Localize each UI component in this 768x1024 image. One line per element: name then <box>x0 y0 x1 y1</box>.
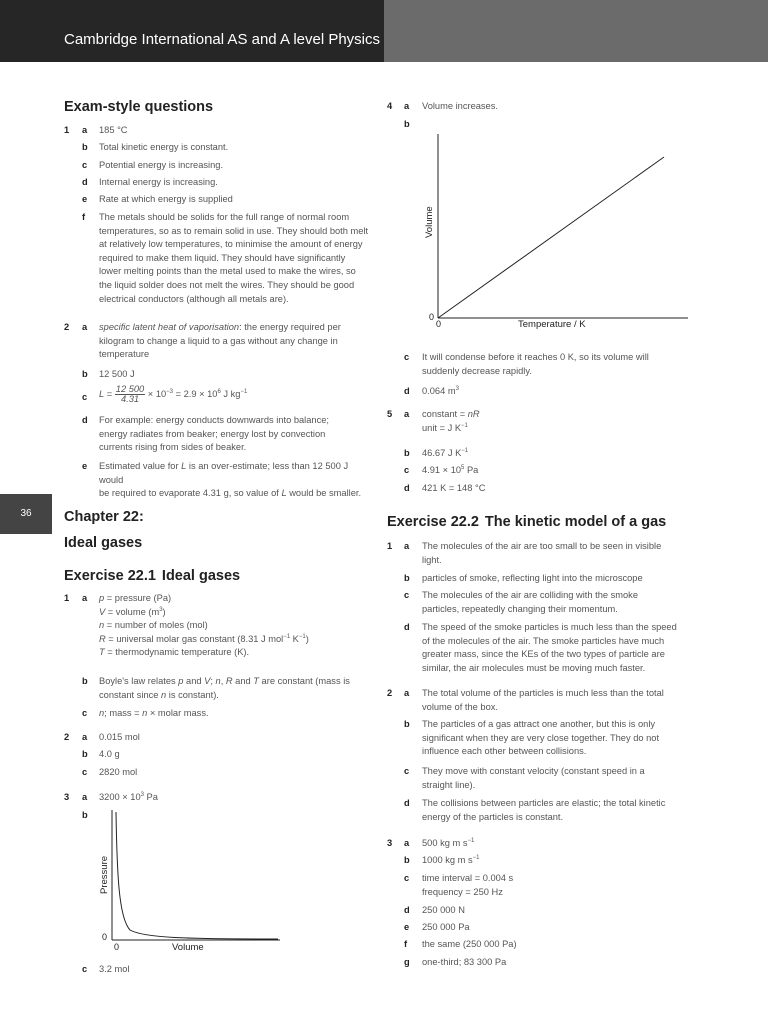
k2-b <box>422 718 697 759</box>
exercise-number: Exercise 22.2 <box>387 514 479 530</box>
e3-label-b: b <box>82 810 88 820</box>
origin-y-label: 0 <box>101 932 107 942</box>
q2-a-line: temperature <box>99 349 150 360</box>
var: n <box>99 620 105 631</box>
k2-a-line: volume of the box. <box>422 701 498 712</box>
volume-line <box>438 157 664 318</box>
e1-label-a: a <box>82 593 88 603</box>
e2-c: 2820 mol <box>99 767 138 777</box>
k3-label-e: e <box>404 922 410 932</box>
e3-c: 3.2 mol <box>99 964 130 974</box>
k3-label-g: g <box>404 957 410 967</box>
k3-g: one-third; 83 300 Pa <box>422 957 507 967</box>
var: T <box>99 647 105 658</box>
t: and <box>183 676 205 686</box>
k3-e: 250 000 Pa <box>422 922 470 932</box>
volume-temperature-graph <box>418 130 693 336</box>
q2-c-fraction <box>115 385 145 404</box>
exp: −1 <box>461 422 468 429</box>
q1-label-b: b <box>82 142 88 152</box>
e1-number: 1 <box>64 593 70 603</box>
q2-a <box>99 321 369 362</box>
origin-x-label: 0 <box>436 319 442 329</box>
k3-c-line: time interval = 0.004 s <box>422 873 514 883</box>
q2-c-numerator: 12 500 <box>115 384 145 394</box>
q4-a: Volume increases. <box>422 101 498 111</box>
e1-a-line <box>99 592 369 606</box>
q2-label-e: e <box>82 461 88 471</box>
e1-label-b: b <box>82 676 88 686</box>
k2-label-d: d <box>404 798 410 808</box>
exercise-number: Exercise 22.1 <box>64 568 156 584</box>
e2-label-a: a <box>82 732 88 742</box>
q2-c-eq: = <box>104 388 115 399</box>
q4-c-line: suddenly decrease rapidly. <box>422 365 532 376</box>
q1-e: Rate at which energy is supplied <box>99 194 233 204</box>
k1-c-line: particles, repeatedly changing their momentum. <box>422 603 618 614</box>
t: ; mass = <box>104 708 143 718</box>
exp: −1 <box>283 633 291 640</box>
q1-label-f: f <box>82 212 86 222</box>
e1-a-line <box>99 646 369 660</box>
q2-d <box>99 414 369 455</box>
q2-c-unit: J kg <box>220 388 241 399</box>
k2-c <box>422 765 697 792</box>
q2-c-exp3: −1 <box>240 388 248 395</box>
var: V <box>99 606 106 617</box>
e2-label-c: c <box>82 767 88 777</box>
x-axis-label: Temperature / K <box>518 319 586 330</box>
q5-label-c: c <box>404 465 410 475</box>
k3-label-f: f <box>404 939 408 949</box>
k2-label-c: c <box>404 766 410 776</box>
q1-f-line: electrical conductors (although all metals are). <box>99 293 289 304</box>
q2-number: 2 <box>64 322 70 332</box>
q1-f-line: required to make them liquid. They should have significantly <box>99 252 346 263</box>
q1-f-line: temperatures, so as to remain solid in use. They should both melt <box>99 225 369 236</box>
q5-b <box>422 447 468 461</box>
k3-c <box>422 872 513 899</box>
q2-e-line <box>99 460 374 487</box>
k2-c-line: They move with constant velocity (constant speed in a <box>422 766 645 776</box>
k2-label-a: a <box>404 688 410 698</box>
e3-label-a: a <box>82 792 88 802</box>
k1-d-line: of the molecules of the air. The smoke particles have much <box>422 635 665 646</box>
q1-f-line: at relatively low temperatures, to minimise the amount of energy <box>99 239 363 250</box>
q2-e-text: would be smaller. <box>286 488 362 499</box>
var: n <box>161 689 167 700</box>
q1-f-line: the liquid solder does not melt the wires. They should be good <box>99 279 355 290</box>
e1-c <box>99 707 209 721</box>
k3-label-d: d <box>404 905 410 915</box>
var: R <box>225 676 233 686</box>
t: 3200 × 10 <box>99 792 141 802</box>
chapter-line2: Ideal gases <box>64 535 143 551</box>
e2-a: 0.015 mol <box>99 732 140 742</box>
exercise-title: The kinetic model of a gas <box>484 514 667 530</box>
k2-a-line: The total volume of the particles is much less than the total <box>422 688 664 698</box>
q5-c <box>422 464 478 478</box>
exp: −1 <box>461 447 469 454</box>
var: p <box>99 593 105 603</box>
q1-label-a: a <box>82 125 88 135</box>
q4-d <box>422 385 459 399</box>
q2-d-line: For example: energy conducts downwards into balance; <box>99 415 329 425</box>
k1-a-line: light. <box>422 554 442 565</box>
q1-f-line: lower melting points than the metal used to make the wires, so <box>99 266 356 277</box>
q4-label-a: a <box>404 101 410 111</box>
t: 500 kg m s <box>422 838 468 848</box>
e1-b-line <box>99 689 374 703</box>
k3-label-a: a <box>404 838 410 848</box>
k3-b <box>422 854 480 868</box>
q2-e-text: Estimated value for <box>99 461 182 471</box>
q2-a-rest: : the energy required per <box>239 322 341 332</box>
k3-c-line: frequency = 250 Hz <box>422 886 503 897</box>
e1-b <box>99 675 374 702</box>
page-header <box>0 0 768 62</box>
q4-c <box>422 351 692 378</box>
k2-b-line: The particles of a gas attract one another, but this is only <box>422 719 656 729</box>
k2-d <box>422 797 697 824</box>
t: constant since <box>99 689 162 700</box>
def: = pressure (Pa) <box>104 593 172 603</box>
def: = thermodynamic temperature (K). <box>104 647 250 658</box>
t: Pa <box>143 792 158 802</box>
chapter-line1: Chapter 22: <box>64 509 144 525</box>
q5-label-b: b <box>404 448 410 458</box>
t: 0.064 m <box>422 386 456 396</box>
t: , <box>220 676 226 686</box>
q4-c-line: It will condense before it reaches 0 K, so its volume will <box>422 352 649 362</box>
var: p <box>178 676 184 686</box>
def: = universal molar gas constant (8.31 J mol <box>105 633 284 644</box>
k2-d-line: The collisions between particles are elastic; the total kinetic <box>422 798 666 808</box>
q2-c-exp1: −3 <box>166 388 173 395</box>
k2-c-line: straight line). <box>422 779 476 790</box>
def: K <box>290 633 299 644</box>
q2-c-equation <box>99 385 247 404</box>
e2-label-b: b <box>82 749 88 759</box>
e3-a <box>99 791 158 805</box>
k1-a <box>422 540 697 567</box>
k1-b: particles of smoke, reflecting light into the microscope <box>422 573 643 583</box>
k2-b-line: significant when they are very close together. They do not <box>422 732 660 743</box>
origin-x-label: 0 <box>114 942 120 952</box>
t: unit = J K <box>422 422 462 433</box>
q1-d: Internal energy is increasing. <box>99 177 218 187</box>
q1-label-e: e <box>82 194 88 204</box>
y-axis-label: Pressure <box>99 855 110 894</box>
q1-label-d: d <box>82 177 88 187</box>
t: and <box>232 676 254 686</box>
e3-label-c: c <box>82 964 88 974</box>
q2-label-a: a <box>82 322 88 332</box>
e2-number: 2 <box>64 732 70 742</box>
k3-label-b: b <box>404 855 410 865</box>
e1-a-line <box>99 606 369 620</box>
t: 4.91 × 10 <box>422 465 462 475</box>
t: × molar mass. <box>147 708 209 718</box>
exp: 3 <box>140 791 144 798</box>
e1-a <box>99 592 369 660</box>
exp: 3 <box>455 385 459 392</box>
exp: −1 <box>472 854 480 861</box>
q2-d-line: energy radiates from beaker; energy lost by convection <box>99 428 326 439</box>
exp: −1 <box>467 837 475 844</box>
var: R <box>99 633 106 644</box>
k1-a-line: The molecules of the air are too small to be seen in visible <box>422 541 662 551</box>
var: T <box>253 676 259 686</box>
k2-number: 2 <box>387 688 393 698</box>
q2-c-exp2: 6 <box>217 388 221 395</box>
t: 1000 kg m s <box>422 855 473 865</box>
q5-a <box>422 408 480 435</box>
k3-d: 250 000 N <box>422 905 465 915</box>
k1-d-line: similar, the air molecules must be moving much faster. <box>422 662 646 673</box>
t: ; <box>210 676 216 686</box>
q5-number: 5 <box>387 409 393 419</box>
k2-a <box>422 687 697 714</box>
page-number: 36 <box>0 494 52 534</box>
def: ) <box>305 633 309 644</box>
pressure-volume-graph <box>96 806 286 956</box>
q5-label-a: a <box>404 409 410 419</box>
k1-d-line: The speed of the smoke particles is much less than the speed <box>422 622 677 632</box>
q2-e-L: L <box>281 488 287 499</box>
exam-heading: Exam-style questions <box>64 99 214 115</box>
q5-d: 421 K = 148 °C <box>422 483 486 493</box>
q2-b: 12 500 J <box>99 369 135 379</box>
e3-number: 3 <box>64 792 70 802</box>
q1-b: Total kinetic energy is constant. <box>99 142 229 152</box>
q2-c-mid: = 2.9 × 10 <box>173 388 218 399</box>
var: n <box>215 676 221 686</box>
k1-c <box>422 589 697 616</box>
q5-label-d: d <box>404 483 410 493</box>
exp: 3 <box>159 606 163 613</box>
k3-a <box>422 837 474 851</box>
q1-label-c: c <box>82 160 88 170</box>
t: Pa <box>464 465 479 475</box>
q2-c-denominator: 4.31 <box>120 394 140 404</box>
q1-f-line: The metals should be solids for the full range of normal room <box>99 212 350 222</box>
t: are constant (mass is <box>258 676 350 686</box>
t: constant = <box>422 409 468 419</box>
def: = volume (m <box>105 606 160 617</box>
q2-e-text: is an over-estimate; less than 12 500 J would <box>99 461 349 485</box>
e1-label-c: c <box>82 708 88 718</box>
q5-a-line <box>422 422 480 436</box>
q4-label-b: b <box>404 119 410 129</box>
def: = number of moles (mol) <box>104 620 208 631</box>
e2-b: 4.0 g <box>99 749 120 759</box>
k2-label-b: b <box>404 719 410 729</box>
exp: −1 <box>298 633 306 640</box>
q5-a-line <box>422 408 480 422</box>
q2-e <box>99 460 374 501</box>
q2-d-line: currents rising from sides of beaker. <box>99 442 247 453</box>
def: ) <box>162 606 166 617</box>
k1-c-line: The molecules of the air are colliding with the smoke <box>422 590 638 600</box>
pressure-volume-curve <box>116 812 278 939</box>
t: Boyle's law relates <box>99 676 179 686</box>
k1-label-d: d <box>404 622 410 632</box>
exp: 5 <box>461 464 465 471</box>
q1-f <box>99 211 369 306</box>
q2-label-b: b <box>82 369 88 379</box>
t: is constant). <box>166 689 219 700</box>
e1-a-line <box>99 633 369 647</box>
t: 46.67 J K <box>422 448 462 458</box>
k3-f: the same (250 000 Pa) <box>422 939 517 949</box>
x-axis-label: Volume <box>172 942 204 953</box>
q2-e-text: be required to evaporate 4.31 g, so value of <box>99 488 282 499</box>
q4-number: 4 <box>387 101 393 111</box>
y-axis-label: Volume <box>424 206 435 238</box>
e1-b-line <box>99 675 374 689</box>
k1-label-b: b <box>404 573 410 583</box>
q1-a: 185 °C <box>99 125 128 135</box>
q2-e-L: L <box>181 461 187 471</box>
k2-b-line: influence each other between collisions. <box>422 746 587 757</box>
q4-label-c: c <box>404 352 410 362</box>
header-title: Cambridge International AS and A level Physics <box>64 31 381 48</box>
q2-a-line <box>99 321 369 335</box>
q2-a-term: specific latent heat of vaporisation <box>99 322 240 332</box>
exercise-22-1-heading <box>64 568 240 584</box>
var: nR <box>467 409 480 419</box>
k3-label-c: c <box>404 873 410 883</box>
q2-a-line: kilogram to change a liquid to a gas without any change in <box>99 335 338 346</box>
q2-c-times: × 10 <box>145 388 167 399</box>
var: V <box>204 676 211 686</box>
e1-a-line <box>99 619 369 633</box>
q2-c-L: L <box>99 388 105 399</box>
q1-c: Potential energy is increasing. <box>99 160 224 170</box>
k1-label-c: c <box>404 590 410 600</box>
k1-d-line: greater mass, since the KEs of the two types of particle are <box>422 649 665 660</box>
q4-label-d: d <box>404 386 410 396</box>
var: n <box>99 708 105 718</box>
origin-y-label: 0 <box>428 312 434 322</box>
exercise-22-2-heading <box>387 514 666 530</box>
k1-d <box>422 621 702 675</box>
k2-d-line: energy of the particles is constant. <box>422 811 564 822</box>
exercise-title: Ideal gases <box>161 568 241 584</box>
q1-number: 1 <box>64 125 70 135</box>
q2-e-line <box>99 487 374 501</box>
k3-number: 3 <box>387 838 393 848</box>
k1-label-a: a <box>404 541 410 551</box>
q2-label-d: d <box>82 415 88 425</box>
k1-number: 1 <box>387 541 393 551</box>
var: n <box>142 708 148 718</box>
q2-label-c: c <box>82 392 88 402</box>
